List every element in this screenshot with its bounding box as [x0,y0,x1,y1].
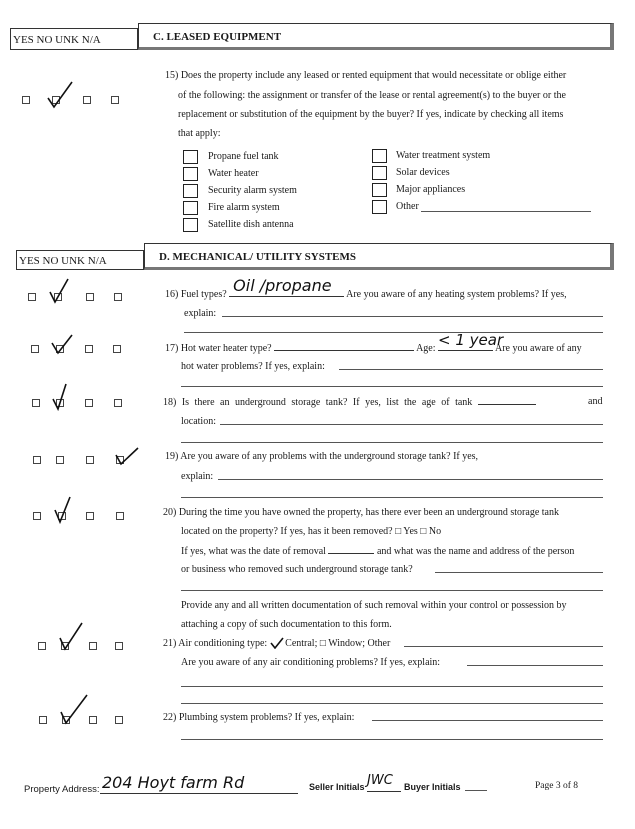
water-treatment-checkbox[interactable] [372,149,387,163]
propane-tank-label: Propane fuel tank [208,151,279,162]
q22-explain-line1[interactable] [372,720,603,721]
removal-date-field[interactable] [328,541,374,554]
q20-na-checkbox[interactable] [116,512,124,520]
q20-text-line3 [181,541,574,562]
q21-options: Central; □ Window; Other [285,638,391,649]
fuel-type-field[interactable] [229,276,344,297]
q21-check-mark [56,622,86,652]
major-appliances-checkbox[interactable] [372,183,387,197]
q18-and: and [588,396,603,407]
seller-initials-handwriting: JWC [367,773,393,788]
q20-text-line1: 20) During the time you have owned the property, has there ever been an underground storage tank [163,507,559,518]
seller-initials-field[interactable] [367,773,401,792]
q15-text-line2: of the following: the assignment or transfer of the lease or rental agreement(s) to the buyer or the [178,90,566,101]
q20-remover-line2[interactable] [181,590,603,591]
water-heater-checkbox[interactable] [183,167,198,181]
q19-explain-label: explain: [181,471,214,482]
q17-na-checkbox[interactable] [113,345,121,353]
other-line[interactable] [421,211,591,212]
q22-yes-checkbox[interactable] [39,716,47,724]
q19-check-mark [114,447,140,467]
q17-text [165,331,582,359]
q22-question: 22) Plumbing system problems? If yes, explain: [163,712,355,723]
q19-explain-line1[interactable] [218,479,603,480]
q17-explain-line2[interactable] [181,386,603,387]
section-d-title: D. MECHANICAL/ UTILITY SYSTEMS [144,243,614,270]
q21-na-checkbox[interactable] [115,642,123,650]
property-address-handwriting: 204 Hoyt farm Rd [102,773,245,792]
q18-location-line1[interactable] [220,424,603,425]
security-alarm-checkbox[interactable] [183,184,198,198]
buyer-initials-label: Buyer Initials [404,782,461,792]
water-heater-age-field[interactable] [438,331,504,351]
q21-yes-checkbox[interactable] [38,642,46,650]
q15-text-line3: replacement or substitution of the equipment by the buyer? If yes, indicate by checking all items [178,109,564,120]
q15-na-checkbox[interactable] [111,96,119,104]
other-checkbox[interactable] [372,200,387,214]
solar-devices-checkbox[interactable] [372,166,387,180]
q20-check-mark [52,496,74,524]
q15-text-line1: 15) Does the property include any leased or rented equipment that would necessitate or oblige either [165,70,567,81]
q16-explain-line1[interactable] [222,316,603,317]
q17-explain-line1[interactable] [339,369,603,370]
q18-question: 18) Is there an underground storage tank? If yes, list the age of tank [163,397,473,408]
q20-text-line4: or business who removed such underground storage tank? [181,564,413,575]
q19-question: 19) Are you aware of any problems with the underground storage tank? If yes, [165,451,479,462]
q20-yes-checkbox[interactable] [33,512,41,520]
q16-unk-checkbox[interactable] [86,293,94,301]
section-c-answer-header: YES NO UNK N/A [10,28,138,50]
q16-na-checkbox[interactable] [114,293,122,301]
q20-removal-date-label: If yes, what was the date of removal [181,546,326,557]
q18-na-checkbox[interactable] [114,399,122,407]
satellite-dish-label: Satellite dish antenna [208,219,294,230]
q17-unk-checkbox[interactable] [85,345,93,353]
q18-text [163,392,536,413]
q21-text-line2: Are you aware of any air conditioning problems? If yes, explain: [181,657,441,668]
q17-question: Are you aware of any [494,343,582,354]
water-heater-label: Water heater [208,168,259,179]
q19-yes-checkbox[interactable] [33,456,41,464]
q17-yes-checkbox[interactable] [31,345,39,353]
page-number: Page 3 of 8 [535,781,579,791]
section-d-answer-header: YES NO UNK N/A [16,250,144,270]
propane-tank-checkbox[interactable] [183,150,198,164]
q20-text-line5: Provide any and all written documentation of such removal within your control or possession by [181,600,567,611]
q18-yes-checkbox[interactable] [32,399,40,407]
q18-check-mark [50,383,70,411]
section-c-title: C. LEASED EQUIPMENT [138,23,614,50]
security-alarm-label: Security alarm system [208,185,297,196]
q16-yes-checkbox[interactable] [28,293,36,301]
buyer-initials-field[interactable] [465,790,487,791]
q16-explain-label: explain: [184,308,217,319]
q17-check-mark [50,333,74,355]
central-check-mark [270,637,284,649]
q20-text-line2: located on the property? If yes, has it been removed? □ Yes □ No [181,526,442,537]
q21-text-line1 [163,634,390,654]
q16-label: 16) Fuel types? [165,289,227,300]
age-label: Age: [416,343,436,354]
q21-other-line[interactable] [404,646,603,647]
q20-text-line6: attaching a copy of such documentation to this form. [181,619,392,630]
q21-explain-line2[interactable] [181,686,603,687]
q17-explain-label: hot water problems? If yes, explain: [181,361,325,372]
q22-explain-line2[interactable] [181,739,603,740]
age-handwriting: < 1 year [438,331,504,349]
q18-location-line2[interactable] [181,442,603,443]
q15-check-mark [46,80,76,110]
q16-question: Are you aware of any heating system problems? If yes, [346,289,567,300]
q15-yes-checkbox[interactable] [22,96,30,104]
water-treatment-label: Water treatment system [396,150,491,161]
major-appliances-label: Major appliances [396,184,466,195]
q19-explain-line2[interactable] [181,497,603,498]
q21-explain-line1[interactable] [467,665,603,666]
other-label: Other [396,201,419,212]
q20-remover-label: and what was the name and address of the person [376,546,575,557]
q22-check-mark [57,694,91,726]
q19-no-checkbox[interactable] [56,456,64,464]
tank-age-field[interactable] [478,392,536,405]
q18-unk-checkbox[interactable] [85,399,93,407]
q19-unk-checkbox[interactable] [86,456,94,464]
q20-remover-line1[interactable] [435,572,603,573]
property-address-label: Property Address: [24,784,100,795]
q17-label: 17) Hot water heater type? [165,343,272,354]
property-address-field[interactable] [100,775,298,794]
fuel-type-handwriting: Oil /propane [233,276,332,295]
seller-initials-label: Seller Initials [309,782,365,792]
satellite-dish-checkbox[interactable] [183,218,198,232]
q18-location-label: location: [181,416,216,427]
q22-na-checkbox[interactable] [115,716,123,724]
q15-unk-checkbox[interactable] [83,96,91,104]
solar-devices-label: Solar devices [396,167,450,178]
q16-check-mark [48,278,72,304]
fire-alarm-label: Fire alarm system [208,202,280,213]
fire-alarm-checkbox[interactable] [183,201,198,215]
q21-explain-line3[interactable] [181,703,603,704]
q20-unk-checkbox[interactable] [86,512,94,520]
q21-label: 21) Air conditioning type: [163,638,268,649]
water-heater-type-field[interactable] [274,338,414,351]
q16-text [165,276,567,305]
q16-explain-line2[interactable] [184,332,603,333]
q21-unk-checkbox[interactable] [89,642,97,650]
q15-text-line4: that apply: [178,128,221,139]
